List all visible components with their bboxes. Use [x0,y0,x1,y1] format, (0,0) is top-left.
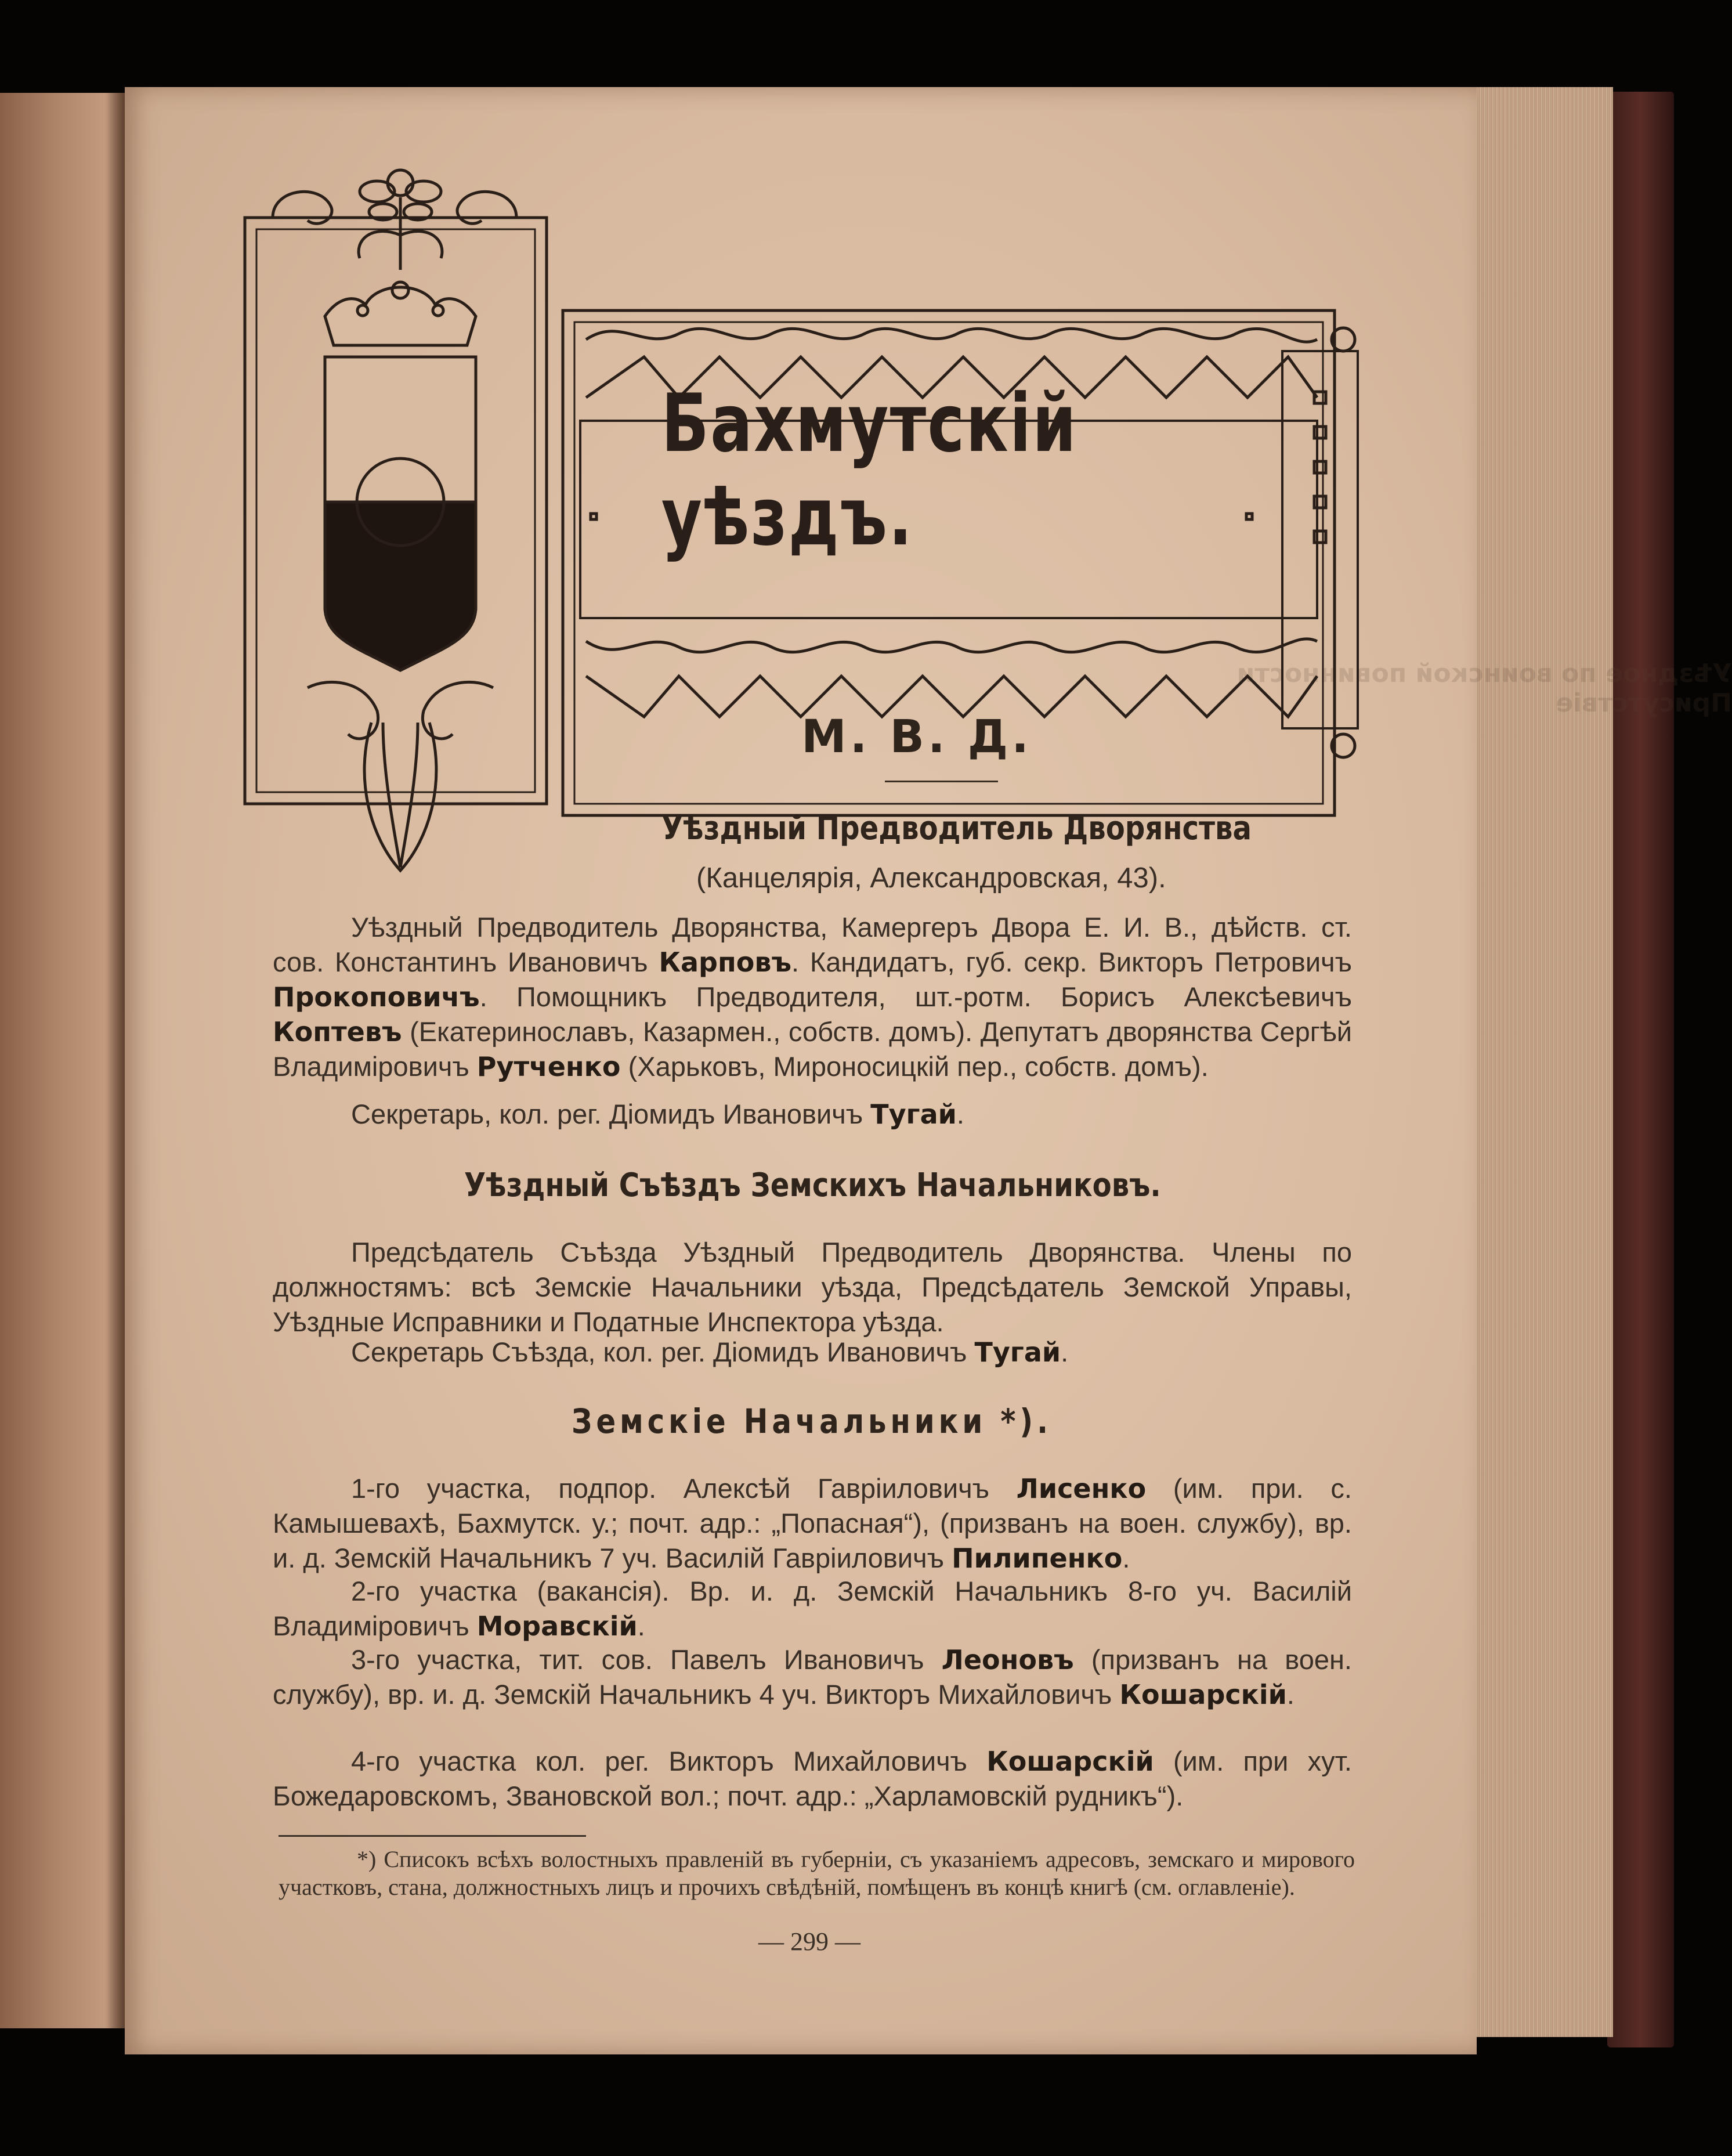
uchastok-3-paragraph: 3-го участка, тит. сов. Павелъ Ивановичъ Леоновъ (призванъ на воен. службу), вр. и. д. Земскій Начальникъ 4 уч. Викторъ Михайловичъ Кошарскій. [273,1644,1352,1710]
surname: Пилипенко [952,1543,1123,1574]
left-page-edge [0,93,131,2028]
surname: Коптевъ [273,1016,402,1048]
surname: Карповъ [659,947,792,978]
surname: Лисенко [1016,1473,1147,1504]
page-number: — 299 — [758,1927,860,1956]
surname: Леоновъ [941,1644,1074,1675]
predvoditel-paragraph: Уѣздный Предводитель Дворянства, Камергеръ Двора Е. И. В., дѣйств. ст. сов. Константинъ Ивановичъ Карповъ. Кандидатъ, губ. секр. Викторъ Петровичъ Прокоповичъ. Помощникъ Предводителя, шт.-ротм. Борисъ Алексѣевичъ Коптевъ (Екатеринославъ, Казармен., собств. домъ). Депутатъ дворянства Сергѣй Владиміровичъ Рутченко (Харьковъ, Мироносицкій пер., собств. домъ). [273,912,1352,1082]
surname: Тугай [870,1099,957,1130]
flower-icon [359,170,442,270]
surname: Кошарскій [1119,1679,1287,1710]
footnote-divider [279,1835,586,1837]
book-cover-edge [1607,92,1674,2047]
uchastok-1-paragraph: 1-го участка, подпор. Алексѣй Гавріиловичъ Лисенко (им. при. с. Камышевахѣ, Бахмутск. у.; почт. адр.: „Попасная“), (призванъ на воен. службу), вр. и. д. Земскій Начальникъ 7 уч. Василій Гавріиловичъ Пилипенко. [273,1473,1352,1574]
footnote: *) Списокъ всѣхъ волостныхъ правленій въ губерніи, съ указаніемъ адресовъ, земскаго и мирового участковъ, стана, должностныхъ лицъ и прочихъ свѣдѣній, помѣщенъ въ концѣ книгѣ (см. оглавленіе). [279,1846,1355,1900]
surname: Тугай [974,1337,1061,1368]
page-stack-edges [1474,87,1613,2037]
surname: Рутченко [476,1051,621,1082]
zemskie-heading: Земскіе Начальники *). [572,1402,1052,1441]
page-title: Бахмутскій уѣздъ. [661,377,1078,564]
uchastok-2-paragraph: 2-го участка (вакансія). Вр. и. д. Земскій Начальникъ 8-го уч. Василій Владиміровичъ Моравскій. [273,1576,1352,1642]
surname: Прокоповичъ [273,981,480,1013]
heading-divider [885,781,998,782]
secretary-paragraph: Секретарь, кол. рег. Діомидъ Ивановичъ Тугай. [351,1099,964,1130]
sjezd-secretary-paragraph: Секретарь Съѣзда, кол. рег. Діомидъ Ивановичъ Тугай. [351,1337,1069,1368]
sjezd-heading: Уѣздный Съѣздъ Земскихъ Начальниковъ. [464,1167,1161,1204]
surname: Моравскій [476,1610,638,1642]
predvoditel-office: (Канцелярія, Александровская, 43). [696,862,1166,894]
sjezd-paragraph: Предсѣдатель Съѣзда Уѣздный Предводитель Дворянства. Члены по должностямъ: всѣ Земскіе Начальники уѣзда, Предсѣдатель Земской Управы, Уѣздные Исправники и Податные Инспектора уѣзда. [273,1237,1352,1337]
coat-of-arms-icon [325,282,476,670]
predvoditel-heading: Уѣздный Предводитель Дворянства [661,810,1252,847]
ministry-heading: М. В. Д. [801,711,1032,763]
uchastok-4-paragraph: 4-го участка кол. рег. Викторъ Михайловичъ Кошарскій (им. при хут. Божедаровскомъ, Звановской вол.; почт. адр.: „Харламовскій рудникъ“). [273,1746,1352,1811]
show-through-text: Уѣздное по воинской повинности Присутствіе [1236,659,1732,718]
surname: Кошарскій [986,1746,1154,1777]
